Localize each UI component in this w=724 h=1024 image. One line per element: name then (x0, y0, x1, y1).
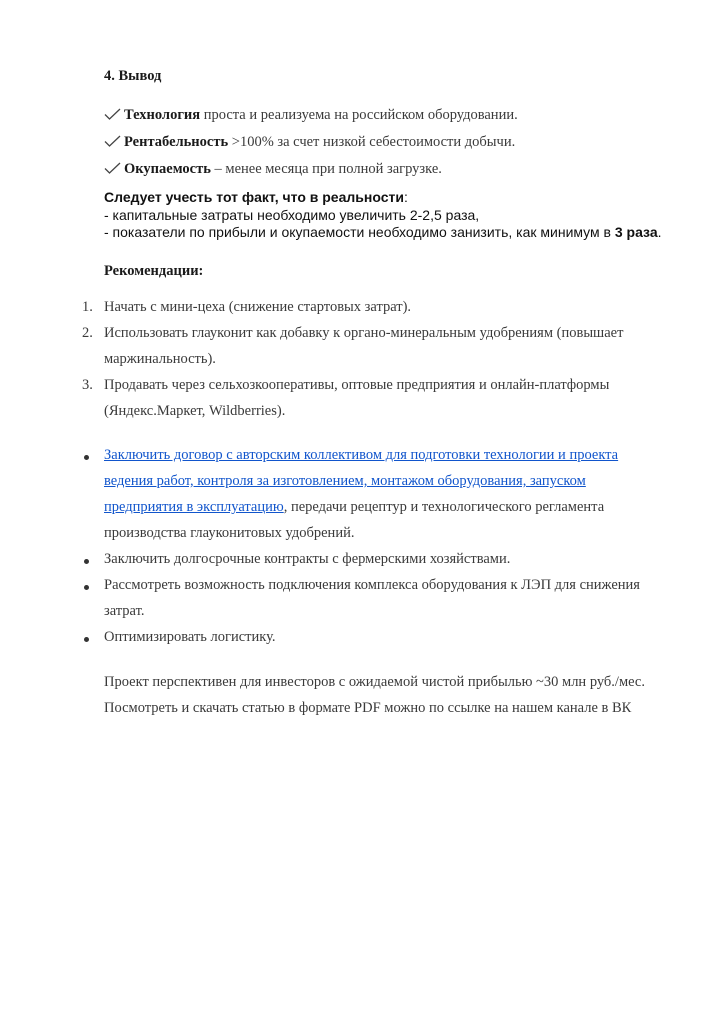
bullet-icon (84, 559, 89, 564)
bullet-item-line: производства глауконитовых удобрений. (104, 525, 355, 541)
reality-heading (104, 189, 408, 205)
reality-line-2-text: - показатели по прибыли и окупаемости необходимо занизить, как минимум в (104, 224, 615, 240)
bullet-item-line: Заключить долгосрочные контракты с фермерскими хозяйствами. (104, 551, 511, 567)
bullet-item-line: затрат. (104, 603, 145, 619)
bullet-icon (84, 455, 89, 460)
contract-link[interactable]: предприятия в эксплуатацию (104, 499, 284, 515)
bullet-item-line (104, 473, 586, 490)
contract-link[interactable]: Заключить договор с авторским коллективом для подготовки технологии и проекта (104, 447, 619, 463)
bullet-item-line: Оптимизировать логистику. (104, 629, 276, 645)
checklist-term: Технология (124, 107, 201, 123)
contract-link[interactable]: ведения работ, контроля за изготовлением, монтажом оборудования, запуском (104, 473, 586, 489)
checklist-term: Окупаемость (124, 161, 211, 177)
checklist-text: – менее месяца при полной загрузке. (210, 161, 442, 177)
numbered-item-line: Продавать через сельхозкооперативы, оптовые предприятия и онлайн-платформы (104, 377, 610, 393)
checkmark-icon (104, 162, 121, 174)
closing-line: Проект перспективен для инвесторов с ожидаемой чистой прибылью ~30 млн руб./мес. (104, 674, 645, 690)
list-number: 3. (82, 377, 93, 393)
reality-heading-colon: : (403, 189, 408, 205)
checklist-item (104, 134, 515, 151)
checklist-term: Рентабельность (124, 134, 229, 150)
checklist-item (104, 107, 518, 124)
checklist-text: проста и реализуема на российском оборудовании. (200, 107, 518, 123)
reality-line-2-bold: 3 раза (614, 224, 658, 240)
reality-line-2-end: . (657, 224, 662, 240)
checklist-text: >100% за счет низкой себестоимости добычи. (228, 134, 516, 150)
list-number: 1. (82, 299, 93, 315)
bullet-text: , передачи рецептур и технологического регламента (283, 499, 605, 515)
bullet-item-line (104, 499, 604, 516)
reality-line-1: - капитальные затраты необходимо увеличить 2-2,5 раза, (104, 207, 480, 223)
bullet-item-line (104, 447, 618, 464)
checkmark-icon (104, 135, 121, 147)
bullet-icon (84, 637, 89, 642)
numbered-item-line: (Яндекс.Маркет, Wildberries). (104, 403, 286, 419)
section-title: 4. Вывод (104, 68, 162, 84)
recommendations-heading: Рекомендации: (104, 263, 204, 279)
numbered-item-line: маржинальность). (104, 351, 216, 367)
numbered-item-line: Начать с мини-цеха (снижение стартовых затрат). (104, 299, 412, 315)
reality-line-2 (104, 224, 662, 240)
checklist-item (104, 161, 442, 178)
reality-heading-text: Следует учесть тот факт, что в реальности (104, 189, 404, 205)
bullet-item-line: Рассмотреть возможность подключения комплекса оборудования к ЛЭП для снижения (104, 577, 640, 593)
bullet-icon (84, 585, 89, 590)
list-number: 2. (82, 325, 93, 341)
numbered-item-line: Использовать глауконит как добавку к органо-минеральным удобрениям (повышает (104, 325, 624, 341)
closing-line: Посмотреть и скачать статью в формате PDF можно по ссылке на нашем канале в ВК (104, 700, 632, 716)
checkmark-icon (104, 108, 121, 120)
